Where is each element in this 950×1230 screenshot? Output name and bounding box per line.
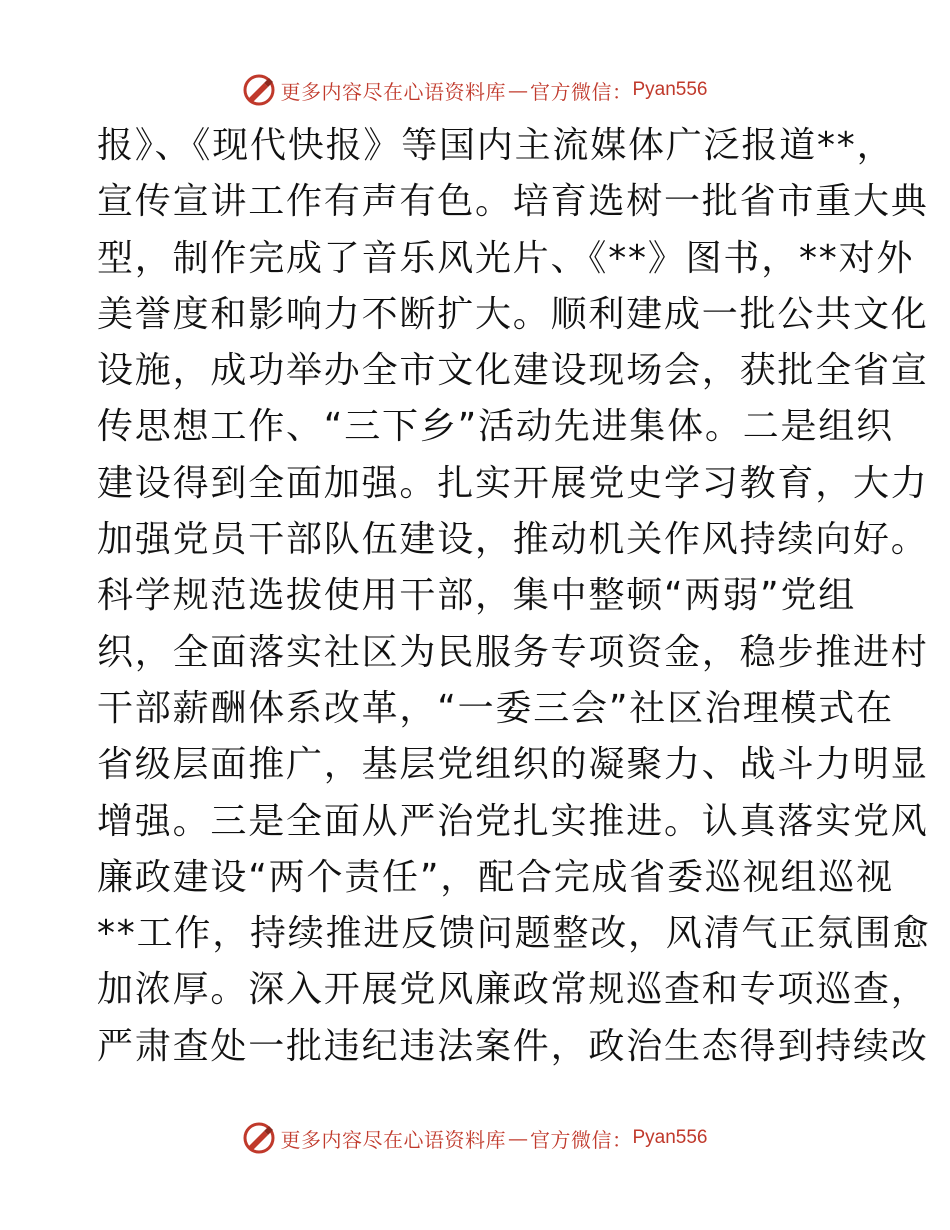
body-line: 织，全面落实社区为民服务专项资金，稳步推进村	[97, 631, 929, 673]
body-line: 美誉度和影响力不断扩大。顺利建成一批公共文化	[97, 293, 929, 335]
body-line: 设施，成功举办全市文化建设现场会，获批全省宣	[97, 350, 929, 392]
watermark-wechat-id: Pyan556	[632, 1127, 708, 1148]
watermark-dash: —	[507, 78, 528, 102]
watermark-wechat-label: 官方微信：	[529, 1127, 633, 1152]
body-line: 建设得到全面加强。扎实开展党史学习教育，大力	[97, 462, 929, 504]
document-body	[97, 118, 931, 1075]
logo-icon	[242, 73, 276, 107]
body-line: **工作，持续推进反馈问题整改，风清气正氛围愈	[97, 913, 931, 955]
body-line: 宣传宣讲工作有声有色。培育选树一批省市重大典	[97, 181, 929, 223]
body-line: 严肃查处一批违纪违法案件，政治生态得到持续改	[97, 1025, 929, 1067]
body-line: 加浓厚。深入开展党风廉政常规巡查和专项巡查，	[97, 969, 929, 1011]
footer-watermark	[0, 1118, 950, 1158]
body-line: 增强。三是全面从严治党扎实推进。认真落实党风	[97, 800, 929, 842]
header-watermark	[0, 70, 950, 110]
body-line: 省级层面推广，基层党组织的凝聚力、战斗力明显	[97, 744, 929, 786]
body-line: 干部薪酬体系改革，“一委三会”社区治理模式在	[97, 687, 894, 729]
body-line: 型，制作完成了音乐风光片、《**》图书，**对外	[97, 237, 915, 279]
watermark-slogan: 更多内容尽在心语资料库	[280, 1127, 506, 1152]
watermark-wechat-id: Pyan556	[632, 79, 708, 100]
watermark-wechat-label: 官方微信：	[529, 79, 633, 104]
body-line: 加强党员干部队伍建设，推动机关作风持续向好。	[97, 519, 929, 561]
body-line: 廉政建设“两个责任”，配合完成省委巡视组巡视	[97, 856, 894, 898]
watermark-dash: —	[507, 1126, 528, 1150]
body-line: 传思想工作、“三下乡”活动先进集体。二是组织	[97, 406, 894, 448]
body-line: 科学规范选拔使用干部，集中整顿“两弱”党组	[97, 575, 857, 617]
logo-icon	[242, 1121, 276, 1155]
watermark-slogan: 更多内容尽在心语资料库	[280, 79, 506, 104]
body-line: 报》、《现代快报》等国内主流媒体广泛报道**，	[97, 125, 895, 166]
